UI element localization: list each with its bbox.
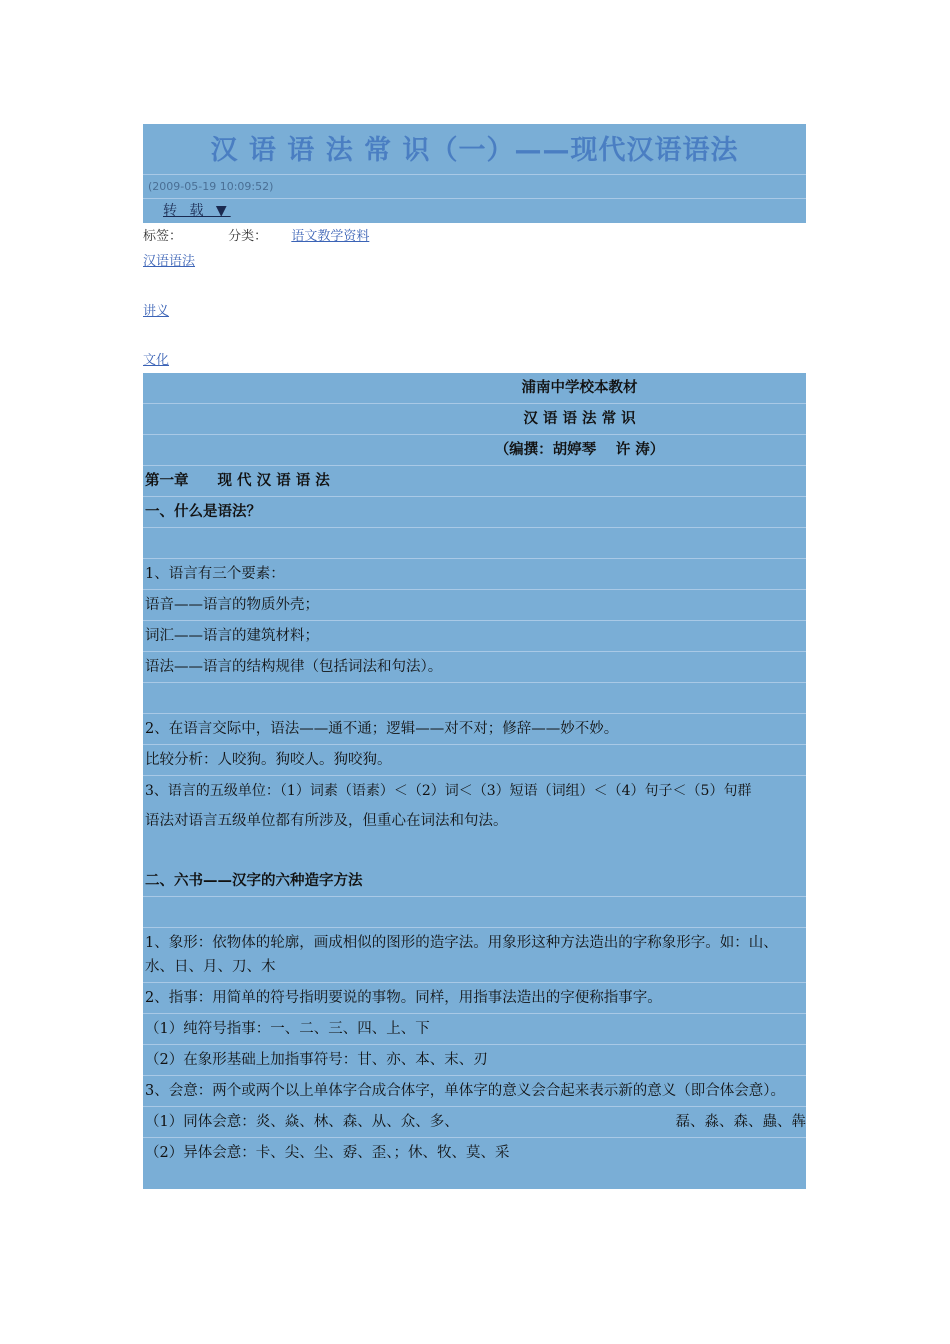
tag-link-lecture[interactable] <box>143 303 169 321</box>
post-timestamp: (2009-05-19 10:09:52) <box>143 175 806 199</box>
tag-link-culture[interactable] <box>143 352 169 370</box>
paragraph: 1、象形：依物体的轮廓，画成相似的图形的造字法。用象形这种方法造出的字称象形字。如：山、水、日、月、刀、木 <box>143 928 806 983</box>
blank-row <box>143 836 806 866</box>
paragraph: （1）纯符号指事：一、二、三、四、上、下 <box>143 1014 806 1045</box>
paragraph: 语法对语言五级单位都有所涉及，但重心在词法和句法。 <box>145 813 508 829</box>
school-name: 浦南中学校本教材 <box>143 373 806 404</box>
paragraph: 语法——语言的结构规律（包括词法和句法）。 <box>143 652 806 683</box>
reprint-label[interactable]: 转 载 ▼ <box>163 203 231 219</box>
section-heading: 一、什么是语法？ <box>143 497 806 528</box>
tags-label: 标签： <box>143 229 183 244</box>
category-link[interactable]: 语文教学资料 <box>291 229 370 244</box>
paragraph: 2、指事：用简单的符号指明要说的事物。同样，用指事法造出的字便称指事字。 <box>143 983 806 1014</box>
paragraph: 1、语言有三个要素： <box>143 559 806 590</box>
paragraph: 比较分析：人咬狗。狗咬人。狗咬狗。 <box>143 745 806 776</box>
paragraph: 2、在语言交际中，语法——通不通；逻辑——对不对；修辞——妙不妙。 <box>143 714 806 745</box>
paragraph: 3、会意：两个或两个以上单体字合成合体字，单体字的意义会合起来表示新的意义（即合体会意）。 <box>143 1076 806 1107</box>
tag-link-text[interactable]: 文化 <box>143 353 170 368</box>
paragraph-with-gap <box>143 1107 806 1138</box>
editors: （编撰：胡婷琴 许 涛） <box>143 435 806 466</box>
tag-link-text[interactable]: 讲义 <box>143 304 170 319</box>
paragraph-left: （1）同体会意：炎、焱、林、森、从、众、多、 <box>145 1114 459 1130</box>
article-title: 汉 语 语 法 常 识（一）——现代汉语语法 <box>143 124 806 175</box>
article-header <box>143 124 806 223</box>
blank-row <box>143 897 806 928</box>
chapter-heading: 第一章 现 代 汉 语 语 法 <box>143 466 806 497</box>
paragraph: 3、语言的五级单位：（1）词素（语素）＜（2）词＜（3）短语（词组）＜（4）句子＜（5）句群 <box>145 783 752 799</box>
tag-link-text[interactable]: 汉语语法 <box>143 254 196 269</box>
category-label: 分类： <box>228 229 268 244</box>
paragraph: （2）在象形基础上加指事符号：甘、亦、本、末、刃 <box>143 1045 806 1076</box>
blank-row <box>143 683 806 714</box>
blank-row <box>143 528 806 559</box>
tag-link-grammar[interactable] <box>143 253 195 271</box>
meta-line <box>143 228 369 246</box>
reprint-toggle[interactable] <box>143 199 806 224</box>
paragraph: 词汇——语言的建筑材料； <box>143 621 806 652</box>
paragraph: 语音——语言的物质外壳； <box>143 590 806 621</box>
section-heading: 二、六书——汉字的六种造字方法 <box>143 866 806 897</box>
paragraph-right: 磊、淼、森、蟲、犇 <box>675 1114 806 1130</box>
paragraph: （2）异体会意：卡、尖、尘、孬、歪、；休、牧、莫、采 <box>145 1145 510 1161</box>
article-body <box>143 373 806 1189</box>
book-title: 汉 语 语 法 常 识 <box>143 404 806 435</box>
